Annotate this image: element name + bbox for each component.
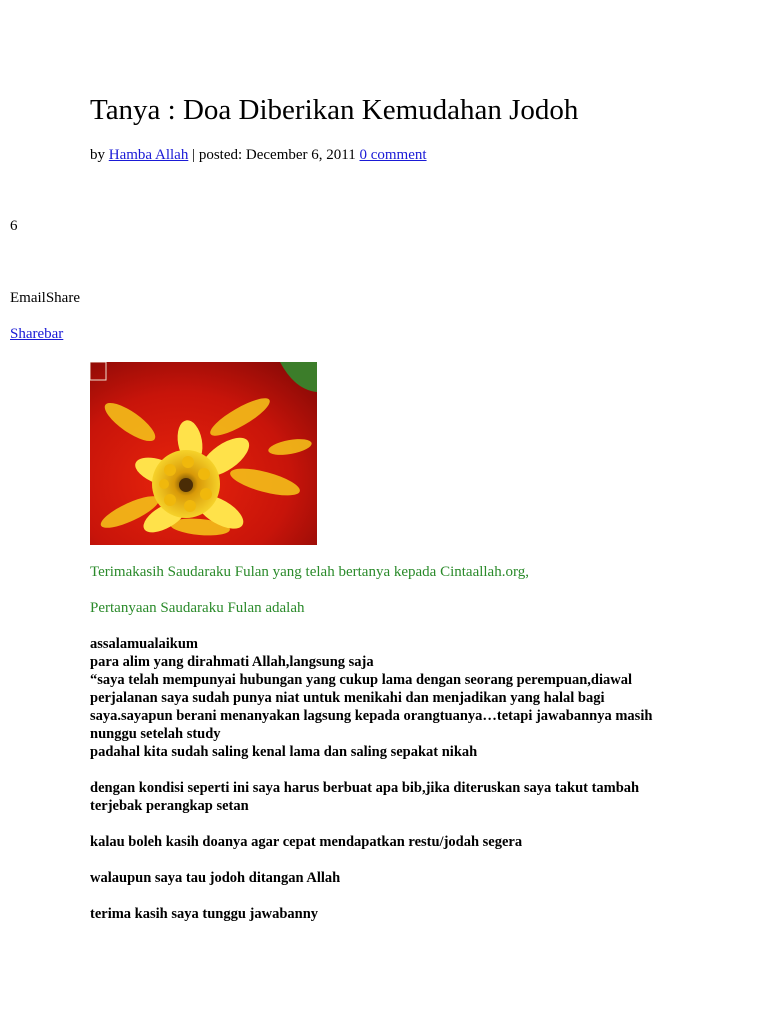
by-label: by <box>90 147 105 163</box>
post-meta <box>90 146 427 164</box>
sharebar-link[interactable]: Sharebar <box>10 326 64 342</box>
sharebar-container <box>10 326 63 343</box>
comments-link[interactable]: 0 comment <box>359 147 427 163</box>
question-paragraph-3: kalau boleh kasih doanya agar cepat mendapatkan restu/jodah segera <box>90 834 523 850</box>
question-paragraph-2: dengan kondisi seperti ini saya harus berbuat apa bib,jika diteruskan saya takut tambah terjebak perangkap setan <box>90 780 640 814</box>
question-paragraph-1 <box>90 635 690 761</box>
posted-date: | posted: December 6, 2011 <box>192 147 356 163</box>
question-line: “saya telah mempunyai hubungan yang cukup lama dengan seorang perempuan,diawal perjalanan saya sudah punya niat untuk menikahi dan menjadikan yang halal bagi saya.sayapun berani menanyakan lagsung kepada orangtuanya…tetapi jawabannya masih nunggu setelah study <box>90 672 653 742</box>
intro-question-label: Pertanyaan Saudaraku Fulan adalah <box>90 600 305 616</box>
author-link[interactable]: Hamba Allah <box>108 147 189 163</box>
question-line: para alim yang dirahmati Allah,langsung saja <box>90 654 374 670</box>
email-share-label: EmailShare <box>10 290 80 306</box>
question-paragraph-5: terima kasih saya tunggu jawabanny <box>90 906 319 922</box>
flower-photo <box>90 362 317 545</box>
question-body <box>90 635 690 941</box>
question-line: assalamualaikum <box>90 636 198 652</box>
post-title: Tanya : Doa Diberikan Kemudahan Jodoh <box>90 94 579 126</box>
question-paragraph-4: walaupun saya tau jodoh ditangan Allah <box>90 870 341 886</box>
intro-thanks: Terimakasih Saudaraku Fulan yang telah bertanya kepada Cintaallah.org, <box>90 564 529 580</box>
share-count: 6 <box>10 218 18 234</box>
question-line: padahal kita sudah saling kenal lama dan saling sepakat nikah <box>90 744 478 760</box>
